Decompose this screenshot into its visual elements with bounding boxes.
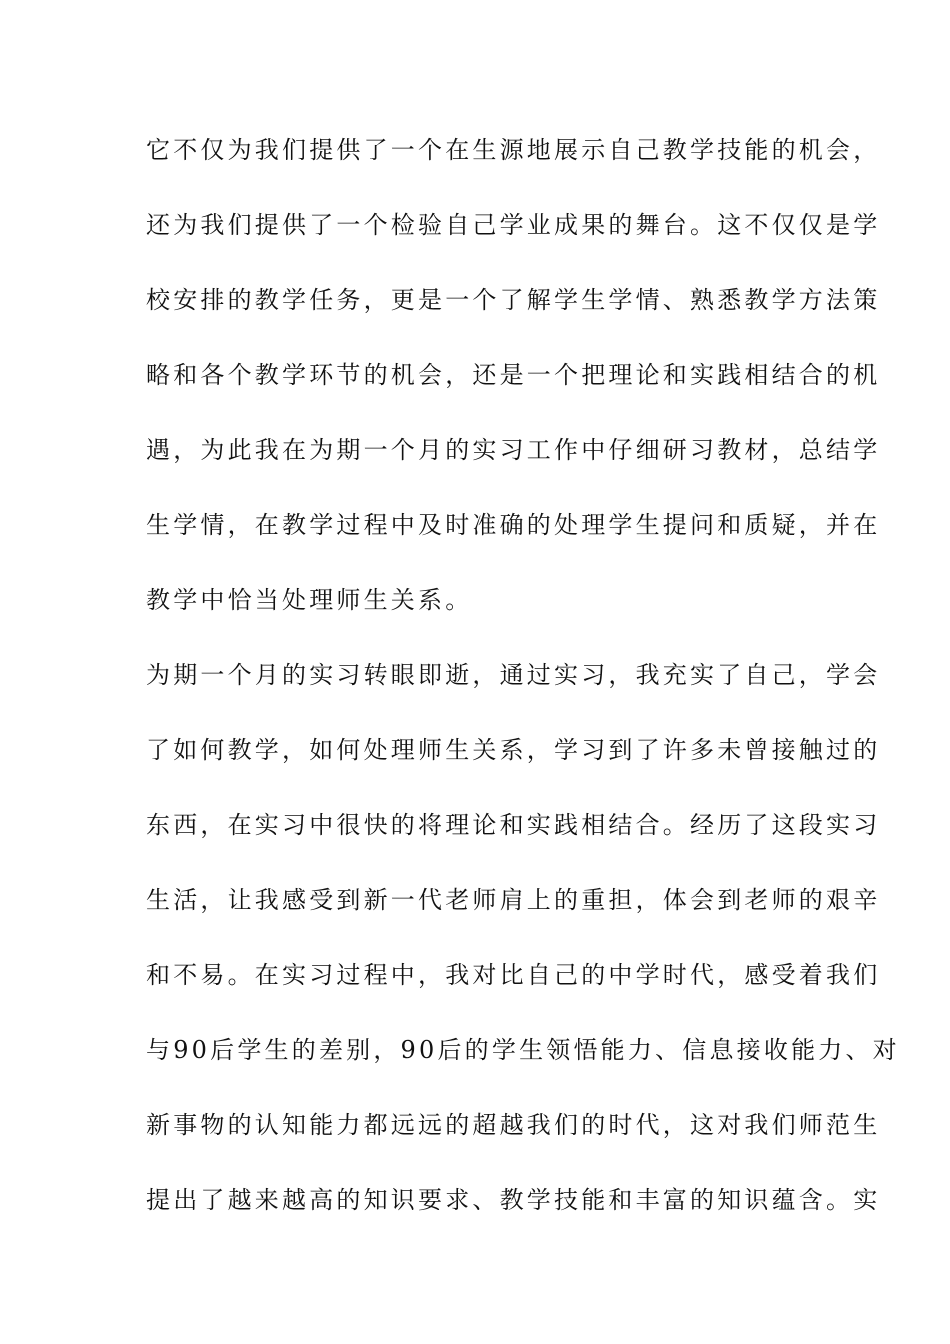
text-line: 教学中恰当处理师生关系。 bbox=[146, 586, 473, 614]
text-line: 生活，让我感受到新一代老师肩上的重担，体会到老师的艰辛 bbox=[146, 886, 881, 914]
text-line: 和不易。在实习过程中，我对比自己的中学时代，感受着我们 bbox=[146, 961, 881, 989]
text-line: 生学情，在教学过程中及时准确的处理学生提问和质疑，并在 bbox=[146, 511, 881, 539]
text-line: 校安排的教学任务，更是一个了解学生学情、熟悉教学方法策 bbox=[146, 286, 881, 314]
text-line: 它不仅为我们提供了一个在生源地展示自己教学技能的机会， bbox=[146, 136, 881, 164]
text-line: 为期一个月的实习转眼即逝，通过实习，我充实了自己，学会 bbox=[146, 661, 881, 689]
text-line: 还为我们提供了一个检验自己学业成果的舞台。这不仅仅是学 bbox=[146, 211, 881, 239]
text-line: 与90后学生的差别，90后的学生领悟能力、信息接收能力、对 bbox=[146, 1036, 900, 1064]
text-line: 东西，在实习中很快的将理论和实践相结合。经历了这段实习 bbox=[146, 811, 881, 839]
text-line: 了如何教学，如何处理师生关系，学习到了许多未曾接触过的 bbox=[146, 736, 881, 764]
text-line: 新事物的认知能力都远远的超越我们的时代，这对我们师范生 bbox=[146, 1111, 881, 1139]
text-line: 提出了越来越高的知识要求、教学技能和丰富的知识蕴含。实 bbox=[146, 1186, 881, 1214]
text-line: 遇，为此我在为期一个月的实习工作中仔细研习教材，总结学 bbox=[146, 436, 881, 464]
text-line: 略和各个教学环节的机会，还是一个把理论和实践相结合的机 bbox=[146, 361, 881, 389]
